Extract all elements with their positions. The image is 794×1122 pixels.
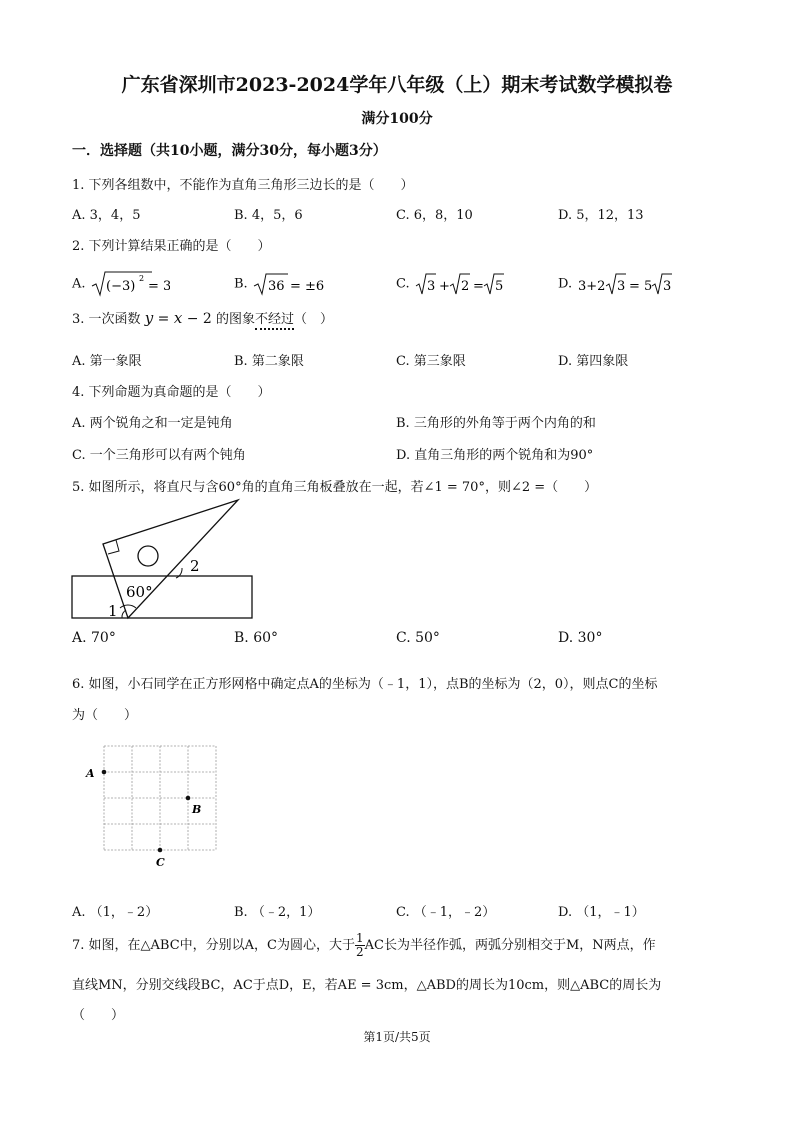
grid-lines bbox=[104, 746, 216, 850]
point-a-label: A bbox=[86, 767, 95, 780]
q3-stem-end: （ ） bbox=[294, 312, 334, 327]
q6-option-d: D. （1，﹣1） bbox=[558, 905, 645, 920]
q3-stem-prefix: 3. 一次函数 bbox=[72, 312, 141, 327]
question-6-stem-line2: 为（ ） bbox=[72, 708, 138, 723]
q3-option-d: D. 第四象限 bbox=[558, 354, 629, 369]
svg-text:=: = bbox=[472, 279, 484, 294]
q3-function-formula: y bbox=[144, 309, 154, 327]
q1-option-d: D. 5，12，13 bbox=[558, 208, 644, 223]
q3-option-a: A. 第一象限 bbox=[72, 354, 142, 369]
q3-emphasis: 不经过 bbox=[255, 312, 294, 330]
q7-fraction-num: 1 bbox=[356, 931, 364, 945]
score-subtitle: 满分100分 bbox=[361, 111, 433, 127]
q2-option-b bbox=[234, 270, 332, 298]
question-1-stem: 1. 下列各组数中，不能作为直角三角形三边长的是（ ） bbox=[72, 178, 414, 193]
q7-line1-a: 7. 如图，在△ABC中，分别以A，C为圆心，大于 bbox=[72, 938, 355, 953]
q5-option-d: D. 30° bbox=[558, 630, 603, 646]
svg-text:(−3): (−3) bbox=[105, 279, 135, 294]
q3-formula-const: − 2 bbox=[182, 311, 212, 327]
q3-formula-rest: = bbox=[153, 311, 174, 327]
question-6-stem-line1: 6. 如图，小石同学在正方形网格中确定点A的坐标为（﹣1，1），点B的坐标为（2，0），则点C的坐标 bbox=[72, 677, 658, 692]
angle-2-label: 2 bbox=[190, 557, 200, 575]
question-7-line3: （ ） bbox=[72, 1008, 125, 1023]
q5-option-b: B. 60° bbox=[234, 630, 279, 646]
set-square-shape bbox=[103, 500, 238, 618]
q4-option-d: D. 直角三角形的两个锐角和为90° bbox=[396, 448, 594, 463]
set-square-hole bbox=[138, 546, 158, 566]
q5-ruler-triangle-figure bbox=[70, 496, 260, 624]
point-c-label: C bbox=[156, 856, 165, 869]
q2-option-d-formula bbox=[576, 270, 686, 298]
page-title: 广东省深圳市2023-2024学年八年级（上）期末考试数学模拟卷 bbox=[121, 74, 673, 96]
q7-fraction bbox=[355, 932, 365, 959]
q3-option-b: B. 第二象限 bbox=[234, 354, 304, 369]
q6-option-a: A. （1，﹣2） bbox=[72, 905, 159, 920]
question-2-stem: 2. 下列计算结果正确的是（ ） bbox=[72, 239, 271, 254]
q3-stem-suffix: 的图象 bbox=[215, 312, 255, 327]
q2-option-d bbox=[558, 270, 686, 298]
svg-text:5: 5 bbox=[494, 279, 504, 294]
question-5-stem: 5. 如图所示，将直尺与含60°角的直角三角板叠放在一起，若∠1 = 70°，则∠2 =（ ） bbox=[72, 480, 598, 495]
svg-text:3: 3 bbox=[663, 279, 672, 294]
q7-fraction-den: 2 bbox=[356, 945, 364, 959]
q2-option-d-label: D. bbox=[558, 276, 573, 292]
q5-option-c: C. 50° bbox=[396, 630, 440, 646]
svg-text:= 5: = 5 bbox=[629, 279, 653, 294]
svg-text:= 3: = 3 bbox=[147, 279, 170, 294]
svg-text:2: 2 bbox=[138, 274, 144, 283]
svg-text:3+2: 3+2 bbox=[578, 279, 606, 294]
svg-text:36: 36 bbox=[267, 279, 285, 294]
question-7-line1 bbox=[72, 932, 656, 959]
q2-option-c bbox=[396, 270, 514, 298]
q6-grid-figure bbox=[80, 740, 225, 870]
point-c bbox=[158, 848, 163, 853]
svg-text:2: 2 bbox=[460, 279, 470, 294]
svg-text:3: 3 bbox=[426, 279, 436, 294]
section-heading: 一．选择题（共10小题，满分30分，每小题3分） bbox=[72, 143, 387, 159]
q2-option-a bbox=[72, 270, 170, 298]
q2-option-c-formula bbox=[414, 270, 514, 298]
q4-option-c: C. 一个三角形可以有两个钝角 bbox=[72, 448, 246, 463]
q2-option-c-label: C. bbox=[396, 276, 410, 292]
q1-option-a: A. 3，4，5 bbox=[72, 208, 141, 223]
q7-line1-b: AC长为半径作弧，两弧分别相交于M，N两点，作 bbox=[364, 938, 656, 953]
q6-option-c: C. （﹣1，﹣2） bbox=[396, 905, 496, 920]
question-4-stem: 4. 下列命题为真命题的是（ ） bbox=[72, 385, 271, 400]
q3-option-c: C. 第三象限 bbox=[396, 354, 466, 369]
point-b-label: B bbox=[192, 803, 202, 816]
angle-1-label: 1 bbox=[108, 602, 118, 620]
page-footer: 第1页/共5页 bbox=[363, 1030, 431, 1044]
q2-option-a-formula bbox=[90, 270, 170, 298]
q4-option-b: B. 三角形的外角等于两个内角的和 bbox=[396, 416, 596, 431]
angle-60-arc bbox=[120, 605, 136, 608]
q6-option-b: B. （﹣2，1） bbox=[234, 905, 321, 920]
q3-formula-x: x bbox=[173, 309, 183, 327]
q1-option-b: B. 4，5，6 bbox=[234, 208, 303, 223]
angle-60-label: 60° bbox=[126, 583, 153, 601]
question-3-stem bbox=[72, 308, 333, 327]
point-b bbox=[186, 796, 191, 801]
q2-option-a-label: A. bbox=[72, 276, 86, 292]
q4-option-a: A. 两个锐角之和一定是钝角 bbox=[72, 416, 233, 431]
svg-text:= ±6: = ±6 bbox=[289, 279, 325, 294]
svg-text:3: 3 bbox=[617, 279, 626, 294]
q1-option-c: C. 6，8，10 bbox=[396, 208, 473, 223]
q2-option-b-formula bbox=[252, 270, 332, 298]
q2-option-b-label: B. bbox=[234, 276, 248, 292]
svg-text:+: + bbox=[438, 279, 450, 294]
question-7-line2: 直线MN，分别交线段BC，AC于点D，E，若AE = 3cm，△ABD的周长为10cm，则△ABC的周长为 bbox=[72, 978, 662, 993]
point-a bbox=[102, 770, 107, 775]
q5-option-a: A. 70° bbox=[72, 630, 116, 646]
